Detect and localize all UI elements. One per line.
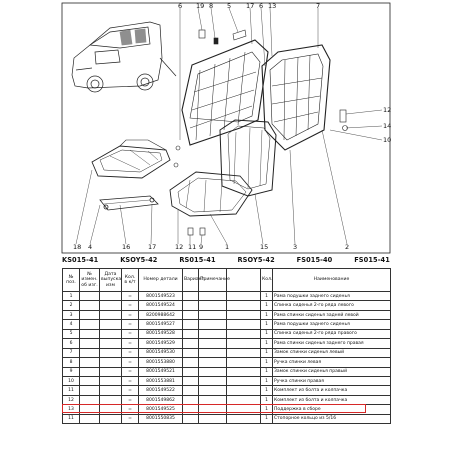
table-row [63,395,391,404]
row-part-number: 8001549525 [139,405,183,414]
table-header-row [63,269,391,292]
row-blank [227,320,261,329]
row-pos: 3 [63,310,80,319]
row-part-number: 8001549529 [139,339,183,348]
row-name: Замок спинки сиденья левый [273,348,391,357]
callout: 19 [196,2,205,10]
callout: 11 [188,243,197,251]
row-variant [183,358,199,367]
row-change [80,301,100,310]
row-date [100,386,122,395]
right-backrest-frame [262,45,330,150]
row-pos: 4 [63,320,80,329]
callout: 9 [199,243,204,251]
row-note [199,358,227,367]
row-qty: 1 [261,358,273,367]
fasteners [174,30,348,235]
row-blank [227,386,261,395]
callout: 18 [73,243,82,251]
row-part-number: 8001549530 [139,348,183,357]
row-qty-kit: = [122,395,139,404]
row-variant [183,367,199,376]
model-code: RS015-41 [179,256,216,264]
row-qty-kit: = [122,292,139,301]
header-name: Наименование [273,269,391,292]
row-qty: 1 [261,320,273,329]
row-blank [227,376,261,385]
row-variant [183,395,199,404]
row-note [199,395,227,404]
table-row [63,405,391,414]
row-change [80,367,100,376]
row-change [80,414,100,423]
row-variant [183,414,199,423]
row-qty-kit: = [122,310,139,319]
row-change [80,329,100,338]
row-variant [183,339,199,348]
row-change [80,320,100,329]
row-change [80,405,100,414]
row-part-number: 8001549528 [139,329,183,338]
table-row [63,367,391,376]
row-name: Рама подушки заднего сиденья [273,292,391,301]
row-variant [183,405,199,414]
row-blank [227,358,261,367]
row-qty-kit: = [122,376,139,385]
row-blank [227,329,261,338]
row-name: Спинка сиденья 2-го ряда левого [273,301,391,310]
row-qty: 1 [261,310,273,319]
callout: 4 [88,243,93,251]
row-change [80,376,100,385]
callout: 2 [345,243,350,251]
row-date [100,405,122,414]
table-row [63,414,391,423]
row-pos: 8 [63,358,80,367]
header-part-number: Номер детали [139,269,183,292]
header-variant: Вариант [183,269,199,292]
row-note [199,301,227,310]
callouts-right [383,106,391,144]
model-codes [62,256,390,266]
row-pos: 6 [63,339,80,348]
row-qty: 1 [261,395,273,404]
row-variant [183,301,199,310]
row-qty: 1 [261,348,273,357]
row-qty: 1 [261,339,273,348]
row-note [199,310,227,319]
header-change: № измен. об изг. [80,269,100,292]
row-part-number: 8001549523 [139,292,183,301]
row-name: Замок спинки сиденья правый [273,367,391,376]
row-name: Стопорное кольцо из 5/16 [273,414,391,423]
callout: 16 [122,243,131,251]
row-variant [183,292,199,301]
row-change [80,386,100,395]
model-code: FS015-41 [354,256,390,264]
row-name: Ручка спинки правая [273,376,391,385]
model-code: FS015-40 [296,256,333,264]
parts-table [62,268,391,424]
left-cushion-frame [92,140,170,178]
header-blank [227,269,261,292]
row-qty-kit: = [122,414,139,423]
table-row [63,292,391,301]
row-blank [227,367,261,376]
row-change [80,339,100,348]
table-row [63,358,391,367]
table-row [63,329,391,338]
callout: 13 [268,2,277,10]
callout: 5 [227,2,232,10]
header-note: Примечание [199,269,227,292]
row-date [100,376,122,385]
table-row [63,339,391,348]
row-date [100,358,122,367]
row-variant [183,310,199,319]
row-qty-kit: = [122,367,139,376]
row-blank [227,301,261,310]
row-pos: 12 [63,395,80,404]
row-name: Поддержка в сборе [273,405,391,414]
row-part-number: 8001553880 [139,358,183,367]
row-pos: 11 [63,414,80,423]
row-blank [227,348,261,357]
row-qty-kit: = [122,405,139,414]
row-part-number: 8001550835 [139,414,183,423]
model-code: RSOY5-42 [237,256,275,264]
table-row [63,386,391,395]
row-change [80,395,100,404]
row-part-number: 8001549522 [139,386,183,395]
callout: 3 [293,243,298,251]
row-date [100,301,122,310]
left-backrest-frame [182,40,268,145]
table-row [63,348,391,357]
row-date [100,292,122,301]
row-change [80,310,100,319]
row-qty: 1 [261,292,273,301]
row-part-number: 8001553881 [139,376,183,385]
row-note [199,367,227,376]
row-date [100,339,122,348]
table-row [63,301,391,310]
row-pos: 11 [63,386,80,395]
row-pos: 13 [63,405,80,414]
row-qty: 1 [261,405,273,414]
row-pos: 7 [63,348,80,357]
row-qty: 1 [261,376,273,385]
row-qty-kit: = [122,348,139,357]
row-pos: 1 [63,292,80,301]
row-note [199,405,227,414]
row-part-number: 8001549527 [139,320,183,329]
row-name: Рама спинки сиденья заднего правая [273,339,391,348]
row-variant [183,348,199,357]
header-qty: Кол. [261,269,273,292]
row-note [199,414,227,423]
row-variant [183,329,199,338]
row-note [199,329,227,338]
row-qty-kit: = [122,358,139,367]
row-qty-kit: = [122,320,139,329]
row-qty-kit: = [122,301,139,310]
callout: 7 [316,2,321,10]
row-note [199,339,227,348]
row-blank [227,414,261,423]
callout: 10 [383,136,392,144]
callout: 14 [383,122,392,130]
row-note [199,292,227,301]
callout: 15 [260,243,269,251]
table-row [63,376,391,385]
row-qty: 1 [261,301,273,310]
row-blank [227,292,261,301]
row-name: Комплект из болта и колпачка [273,386,391,395]
callout: 12 [175,243,184,251]
row-date [100,367,122,376]
row-part-number: 8001549862 [139,395,183,404]
callouts-bottom [73,243,349,251]
row-name: Спинка сиденья 2-го ряда правого [273,329,391,338]
row-note [199,386,227,395]
row-name: Ручка спинки левая [273,358,391,367]
row-qty: 1 [261,414,273,423]
header-pos: № поз. [63,269,80,292]
row-variant [183,376,199,385]
header-qty-kit: Кол. в к/т [122,269,139,292]
row-date [100,310,122,319]
row-note [199,348,227,357]
callout: 17 [148,243,157,251]
row-qty: 1 [261,329,273,338]
row-variant [183,320,199,329]
row-part-number: 8001549521 [139,367,183,376]
row-pos: 2 [63,301,80,310]
row-blank [227,310,261,319]
row-change [80,348,100,357]
callout: 6 [178,2,183,10]
row-qty-kit: = [122,339,139,348]
row-date [100,320,122,329]
row-date [100,329,122,338]
row-name: Рама подушки заднего сиденья [273,320,391,329]
row-qty-kit: = [122,386,139,395]
row-date [100,395,122,404]
header-date: Дата выпуска изм [100,269,122,292]
seat-rail [100,196,158,210]
row-name: Комплект из болта и колпачка [273,395,391,404]
row-note [199,320,227,329]
row-qty-kit: = [122,329,139,338]
row-blank [227,395,261,404]
table-row [63,310,391,319]
callout: 12 [383,106,392,114]
model-code: KSOY5-42 [120,256,158,264]
row-pos: 10 [63,376,80,385]
table-row [63,320,391,329]
row-change [80,358,100,367]
row-qty: 1 [261,367,273,376]
callout: 17 [246,2,255,10]
callout: 8 [209,2,214,10]
row-blank [227,339,261,348]
row-part-number: 8001549524 [139,301,183,310]
car-illustration [72,22,176,92]
row-pos: 5 [63,329,80,338]
row-date [100,348,122,357]
seat-cushion [170,172,252,216]
model-code: KS015-41 [62,256,99,264]
row-part-number: 8200988642 [139,310,183,319]
callout: 1 [225,243,230,251]
row-pos: 9 [63,367,80,376]
row-note [199,376,227,385]
row-name: Рама спинки сиденья задней левой [273,310,391,319]
row-qty: 1 [261,386,273,395]
row-change [80,292,100,301]
row-blank [227,405,261,414]
callout: 6 [259,2,264,10]
row-variant [183,386,199,395]
row-date [100,414,122,423]
